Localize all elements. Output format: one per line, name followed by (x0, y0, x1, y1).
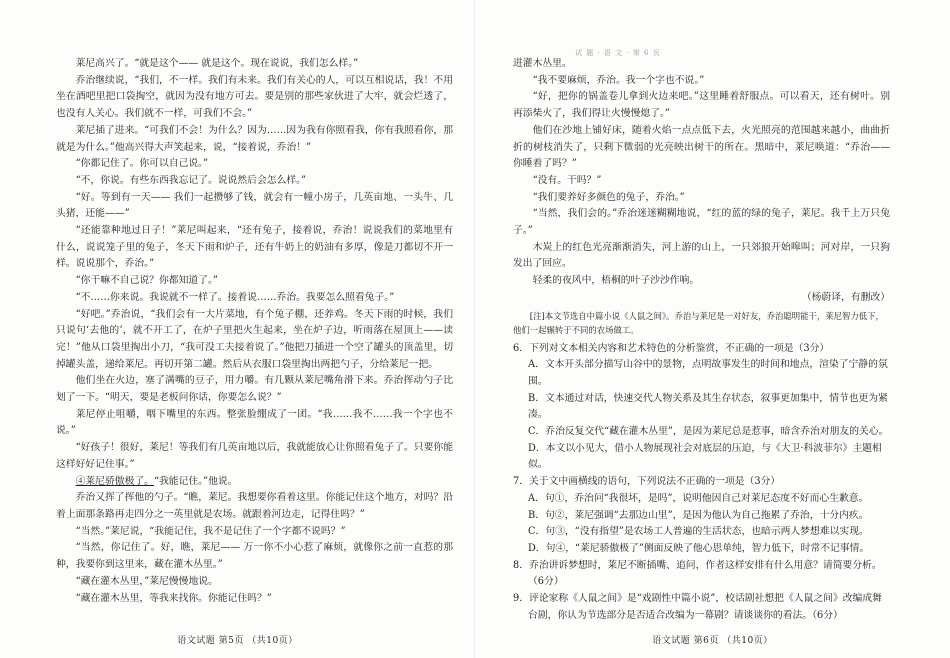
right-page (475, 0, 950, 658)
question-option: B．文本通过对话，快速交代人物关系及其生存状态，叙事更加集中，情节也更为紧凑。 (528, 392, 888, 421)
left-paragraph: “好孩子！很好，莱尼！等我们有几英亩地以后，我就能放心让你照看兔子了。只要你能这样好好记住事。” (56, 442, 453, 470)
question-option: D．本文以小见大，借小人物展现社会对底层的压迫，与《大卫·科波菲尔》主题相似。 (528, 442, 882, 471)
left-paragraph: “还能靠种地过日子！”莱尼叫起来，“还有兔子，接着说，乔治！说说我们的菜地里有什么，说说笼子里的兔子，冬天下雨和炉子，还有牛奶上的奶油有多厚，像是刀都切不开一样。说说那个，乔治。” (56, 225, 453, 270)
question-stem: 7．关于文中画横线的语句，下列说法不正确的一项是（3分） (513, 476, 781, 488)
left-paragraph: “不，你说。有些东西我忘记了。说说然后会怎么样。” (75, 174, 307, 186)
left-paragraph: 莱尼插了进来。“可我们不会！为什么？因为……因为我有你照看我，你有我照看你，那就是为什么。”他高兴得大声笑起来，说，“接着说，乔治！” (56, 124, 453, 153)
right-paragraph: 轻柔的夜风中，梧桐的叶子沙沙作响。 (532, 275, 700, 287)
question-stem: 9．评论家称《人鼠之间》是“戏剧性中篇小说”，校话剧社想把《人鼠之间》改编成舞台剧，你认为节选部分是否适合改编为一幕剧？请谈谈你的看法。（6分） (513, 593, 882, 621)
left-paragraph: “不……你来说。我说就不一样了。接着说……乔治。我要怎么照看兔子。” (75, 291, 395, 303)
left-paragraph: “你都记住了。你可以自己说。” (75, 158, 209, 170)
questions (513, 341, 890, 625)
left-paragraph: “当然，你记住了。好，瞧，莱尼—— 万一你不小心惹了麻烦，就像你之前一直惹的那种，我要你到这里来，藏在灌木丛里。” (56, 542, 453, 571)
left-paragraph: ④莱尼骄傲极了。“我能记住。”他说。 (75, 475, 238, 487)
right-passage (513, 56, 890, 307)
left-paragraph: “当然。”莱尼说，“我能记住，我不是记住了一个字都不说吗？” (75, 525, 346, 537)
left-paragraph: 乔治继续说，“我们，不一样。我们有未来。我们有关心的人，可以互相说话，我！不用坐在酒吧里把口袋掏空，就因为没有地方可去。要是别的那些家伙进了大牢，就会烂透了，也没有人关心。我们就不一样，可我们不会。” (56, 74, 453, 120)
left-paragraph: 乔治又挥了挥他的勺子。“瞧，莱尼。我想要你看着这里。你能记住这个地方，对吗？沿着上面那条路再走四分之一英里就是农场。就跟着河边走，记得住吗？” (56, 492, 453, 520)
left-paragraph: “好。等到有一天—— 我们一起攒够了钱，就会有一幢小房子，几英亩地、一头牛、几头猪，还能——” (56, 191, 453, 220)
left-paragraph: 莱尼停止咀嚼，咽下嘴里的东西。整张脸绷成了一团。“我……我不……我一个字也不说。” (56, 408, 453, 437)
left-paragraph: “藏在灌木丛里，等我来找你。你能记住吗？” (75, 592, 272, 604)
question-option: D．句④，“莱尼骄傲极了”侧面反映了他心思单纯，智力低下，时常不记事情。 (528, 542, 870, 554)
left-footer: 语文试题 第5页 （共10页） (177, 636, 298, 646)
left-paragraph: “好吧。”乔治说，“我们会有一大片菜地，有个兔子棚，还养鸡。冬天下雨的时候，我们只说句‘去他的’，就不开工了，在炉子里把火生起来，坐在炉子边，听雨落在屋顶上——读完！”他从口袋里掏出小刀，“我可没工夫接着说了。”他把刀插进一个空了罐头的顶盖里，切掉罐头盖，递给莱尼。再切开第二罐。然后从衣服口袋里掏出两把勺子，分给莱尼一把。 (56, 308, 453, 370)
right-paragraph: 他们在沙地上铺好床，随着火焰一点点低下去，火光照亮的范围越来越小，曲曲折折的树枝消失了，只剩下微弱的光亮映出树干的所在。黑暗中，莱尼唤道：“乔治—— 你睡着了吗？” (513, 124, 890, 170)
footnote: [注]本文节选自中篇小说《人鼠之间》。乔治与莱尼是一对好友，乔治聪明能干，莱尼智力低下，他们一起辗转于不同的农场做工。 (513, 310, 884, 335)
question-option: A．句①，乔治问“我很坏，是吗”，说明他因自己对莱尼态度不好而心生歉意。 (528, 492, 869, 504)
right-footer: 语文试题 第6页 （共10页） (652, 636, 773, 646)
question-option: B．句②，莱尼强调“去那边山里”，是因为他认为自己拖累了乔治，十分内疚。 (528, 509, 869, 521)
left-paragraph: “藏在灌木丛里，”莱尼慢慢地说。 (75, 575, 218, 587)
question-option: C．句③，“没有指望”是农场工人普遍的生活状态，也暗示两人梦想难以实现。 (528, 526, 869, 538)
left-passage (56, 56, 453, 607)
right-paragraph: 木炭上的红色光亮渐渐消失，河上游的山上，一只郊狼开始嗥叫；河对岸，一只狗发出了回应。 (513, 241, 890, 270)
right-paragraph: （杨蔚译，有删改） (801, 291, 890, 303)
underlined-sentence: ④莱尼骄傲极了。 (75, 475, 154, 487)
right-paragraph: 进灌木丛里。 (513, 58, 572, 69)
question-option: C．乔治反复交代“藏在灌木丛里”，是因为莱尼总是惹事，暗含乔治对朋友的关心。 (528, 426, 889, 438)
left-paragraph: 他们坐在火边，塞了满嘴的豆子，用力嚼。有几颗从莱尼嘴角滑下来。乔治挥动勺子比划了一下。“明天，要是老板问你话，你要怎么说？” (56, 375, 453, 404)
right-paragraph: “没有。干吗？” (532, 174, 602, 186)
question-option: A．文本开头部分描写山谷中的景物，点明故事发生的时间和地点，渲染了宁静的氛围。 (528, 359, 888, 387)
question-stem: 8．乔治讲诉梦想时，莱尼不断插嘴、追问，作者这样安排有什么用意？请简要分析。（6分） (513, 559, 882, 588)
right-paragraph: “我们要养好多颜色的兔子，乔治。” (532, 191, 685, 203)
right-paragraph: “好，把你的锅盖卷儿拿到火边来吧。”这里睡着舒服点。可以看天，还有树叶。别再添柴火了，我们得让火慢慢熄了。” (513, 91, 890, 120)
question-stem: 6．下列对文本相关内容和艺术特色的分析鉴赏，不正确的一项是（3分） (513, 342, 830, 354)
left-paragraph: “你干嘛不自己说？你都知道了。” (75, 275, 218, 287)
right-paragraph: “当然，我们会的。”乔治迷迷糊糊地说，“红的蓝的绿的兔子，莱尼。我千上万只兔子。” (513, 208, 890, 237)
left-paragraph: 莱尼高兴了。“就是这个—— 就是这个。现在说说，我们怎么样。” (75, 58, 359, 69)
right-paragraph: “我不要麻烦，乔治。我一个字也不说。” (532, 74, 705, 86)
faint-header: 试 题 · 语 文 · 第 6 页 (575, 49, 661, 57)
